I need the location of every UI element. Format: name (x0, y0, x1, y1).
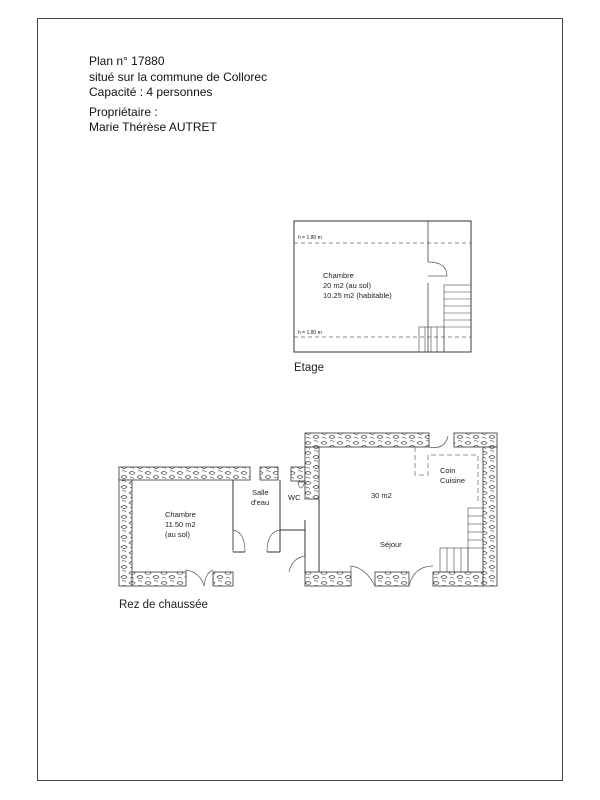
coin-cuisine-line2: Cuisine (440, 476, 466, 485)
rdc-walls-east (213, 433, 497, 586)
rdc-plan (119, 433, 497, 611)
salle-deau-line1: Salle (252, 488, 269, 497)
etage-room-area-floor: 20 m2 (au sol) (323, 281, 371, 290)
rdc-walls-west (119, 467, 278, 586)
rdc-chambre-note: (au sol) (165, 530, 191, 539)
etage-room-name: Chambre (323, 271, 354, 280)
sejour-area: 30 m2 (371, 491, 392, 500)
etage-title: Etage (294, 362, 325, 374)
plan-number: Plan n° 17880 (89, 54, 165, 68)
etage-height-top: h = 1.80 m (298, 235, 322, 241)
rdc-chambre-area: 11.50 m2 (165, 520, 196, 529)
coin-cuisine-outline (415, 447, 478, 503)
etage-height-bottom: h = 1.80 m (298, 330, 322, 336)
plan-location: situé sur la commune de Collorec (89, 69, 268, 84)
etage-stairs (419, 285, 471, 352)
rdc-title: Rez de chaussée (119, 599, 208, 611)
salle-deau-line2: d'eau (251, 498, 270, 507)
etage-room-area-habitable: 10.25 m2 (habitable) (323, 291, 392, 300)
etage-plan (294, 221, 471, 374)
owner-name: Marie Thérèse AUTRET (89, 120, 217, 134)
plan-capacity: Capacité : 4 personnes (89, 85, 213, 99)
owner-label: Propriétaire : (89, 104, 158, 119)
wc-label: WC (288, 493, 301, 502)
coin-cuisine-line1: Coin (440, 466, 456, 475)
sejour-label: Séjour (380, 540, 402, 549)
rdc-stairs (440, 508, 483, 572)
rdc-chambre-name: Chambre (165, 510, 196, 519)
etage-door-swing (428, 262, 447, 276)
